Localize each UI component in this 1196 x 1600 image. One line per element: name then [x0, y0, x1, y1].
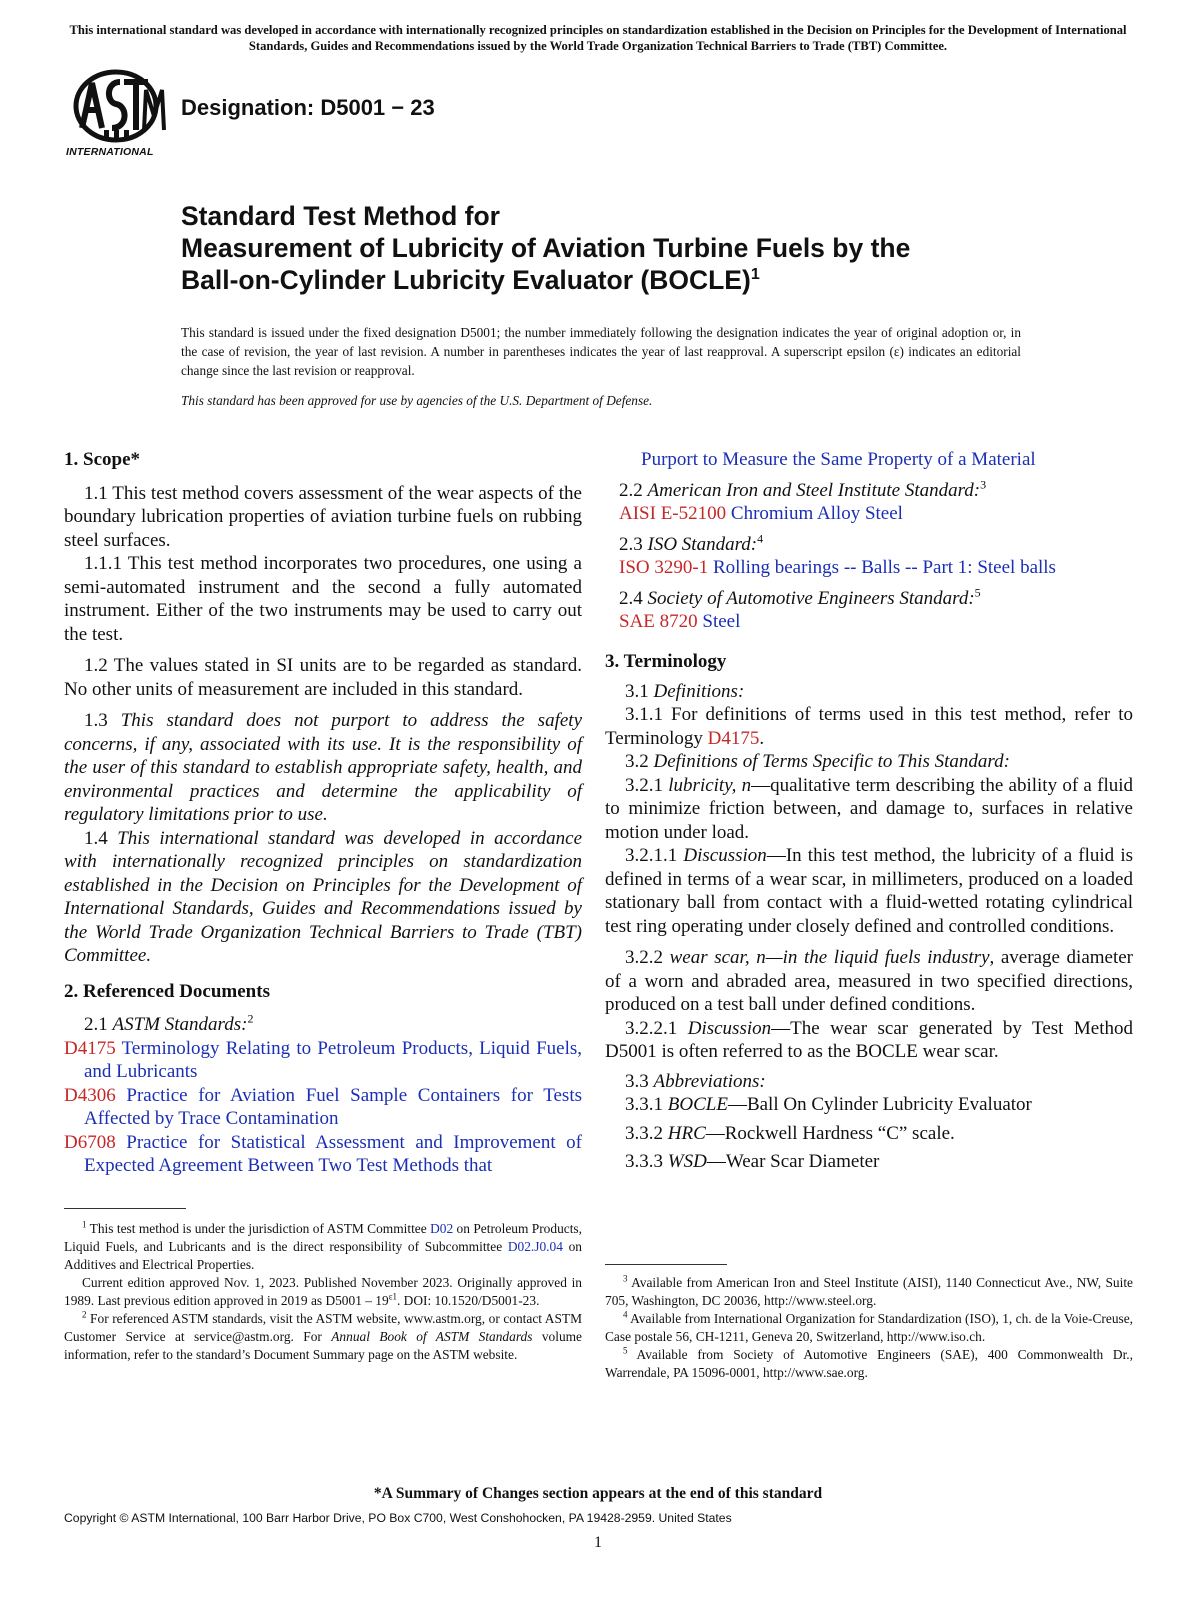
- document-title: [181, 200, 1081, 296]
- ref-item-d6708-continued[interactable]: Purport to Measure the Same Property of a Material: [641, 449, 1036, 470]
- para-3-2-1-1: [605, 844, 1133, 938]
- footnote-rule-left: [64, 1208, 186, 1209]
- edition-text: Current edition approved Nov. 1, 2023. Published November 2023. Originally approved in 1989. Last previous edition approved in 2019 as D5001 – 19: [64, 1275, 582, 1308]
- designation: Designation: D5001 − 23: [181, 95, 435, 120]
- footnote-mark-2: 2: [247, 1011, 254, 1026]
- ref-title-link[interactable]: Practice for Aviation Fuel Sample Containers for Tests Affected by Trace Contamination: [84, 1084, 582, 1129]
- ref-title-link[interactable]: Steel: [697, 611, 741, 632]
- ref-code-link[interactable]: D4306: [64, 1084, 116, 1106]
- iso-standard-label: ISO Standard:: [647, 533, 758, 555]
- para-3-1: [605, 680, 1133, 704]
- para-2-3: [619, 533, 1133, 557]
- footnote-3-text: Available from American Iron and Steel Institute (AISI), 1140 Connecticut Ave., NW, Suite 705, Washington, DC 20036, http://www.steel.org.: [605, 1275, 1133, 1308]
- para-2-4-number: 2.4: [619, 587, 648, 609]
- abbr-bocle-text: —Ball On Cylinder Lubricity Evaluator: [727, 1094, 1032, 1115]
- para-3-1-number: 3.1: [625, 680, 654, 702]
- footnote-2-text: volume information, refer to the standard’s Document Summary page on the ASTM website.: [64, 1329, 583, 1362]
- para-3-2-1-number: 3.2.1: [625, 774, 669, 796]
- definitions-label: Definitions:: [653, 680, 745, 702]
- discussion-text: —The wear scar generated by Test Method D5001 is often referred to as the BOCLE wear scar.: [605, 1017, 1134, 1062]
- footnote-1-edition: [64, 1274, 582, 1310]
- para-1-4-text: This international standard was developed in accordance with internationally recognized principles on standardization established in the Decision on Principles for the Development of International Standards, Guides and Recommendations issued by the World Trade Organization Technical Barriers to Trade (TBT) Committee.: [64, 827, 582, 966]
- para-3-1-1: [605, 703, 1133, 750]
- ref-code-link[interactable]: ISO 3290-1: [619, 557, 709, 578]
- para-3-3-3-number: 3.3.3: [625, 1151, 668, 1172]
- discussion-label: Discussion: [683, 845, 767, 866]
- epsilon-mark: ε1: [388, 1291, 397, 1302]
- para-3-2: [605, 750, 1133, 774]
- abbr-hrc: HRC: [667, 1122, 706, 1144]
- footnotes-left: [64, 1220, 582, 1364]
- footnote-4: [605, 1310, 1133, 1346]
- title-footnote-mark: 1: [750, 266, 760, 284]
- footnote-5-text: Available from Society of Automotive Engineers (SAE), 400 Commonwealth Dr., Warrendale, PA 15096-0001, http://www.sae.org.: [605, 1347, 1134, 1380]
- para-1-3: [64, 709, 582, 827]
- title-line-3: Ball-on-Cylinder Lubricity Evaluator (BOCLE): [181, 265, 751, 295]
- ref-code-link[interactable]: AISI E-52100: [619, 503, 727, 524]
- footnote-4-text: Available from International Organization for Standardization (ISO), 1, ch. de la Voie-Creuse, Case postale 56, CH-1211, Geneva 20, Switzerland, http://www.iso.ch.: [605, 1311, 1134, 1344]
- para-2-1-number: 2.1: [84, 1014, 113, 1035]
- ref-code-link[interactable]: SAE 8720: [619, 611, 698, 632]
- para-3-2-2: [605, 946, 1133, 1017]
- ref-item-d4306[interactable]: [64, 1084, 582, 1131]
- para-2-3-number: 2.3: [619, 533, 648, 555]
- para-3-3-2-number: 3.3.2: [625, 1122, 668, 1144]
- logo-label: INTERNATIONAL: [66, 146, 154, 158]
- ref-item-iso[interactable]: [619, 556, 1133, 580]
- summary-of-changes-note: *A Summary of Changes section appears at the end of this standard: [373, 1485, 823, 1502]
- para-3-2-2-1-number: 3.2.2.1: [625, 1017, 688, 1039]
- aisi-standard-label: American Iron and Steel Institute Standard:: [647, 479, 981, 501]
- terminology-section: [605, 650, 1133, 1174]
- dod-approval-note: This standard has been approved for use by agencies of the U.S. Department of Defense.: [181, 393, 653, 408]
- abbr-wsd-text: —Wear Scar Diameter: [706, 1151, 880, 1172]
- annual-book-title: Annual Book of ASTM Standards: [331, 1329, 533, 1344]
- para-3-2-1-1-number: 3.2.1.1: [625, 845, 684, 866]
- abbr-wsd: WSD: [667, 1151, 707, 1172]
- para-3-3-number: 3.3: [625, 1070, 654, 1092]
- footnote-2-text: For referenced ASTM standards, visit the ASTM website, www.astm.org, or contact ASTM Customer Service at service@astm.org. For: [64, 1311, 582, 1344]
- para-3-2-2-1: [605, 1017, 1133, 1064]
- para-1-3-number: 1.3: [84, 710, 121, 731]
- section-heading-scope: 1. Scope*: [64, 449, 140, 470]
- footnotes-right: [605, 1274, 1133, 1382]
- committee-d02-link[interactable]: D02: [430, 1221, 454, 1236]
- para-2-2: [619, 479, 1133, 503]
- definition-wear-scar: , average diameter of a worn and abraded area, measured in two specified directions, produced on a test ball under defined conditions.: [605, 947, 1134, 1015]
- ref-code-link[interactable]: D4175: [64, 1037, 116, 1059]
- ref-title-link[interactable]: Practice for Statistical Assessment and Improvement of Expected Agreement Between Two Test Methods that: [84, 1131, 582, 1176]
- footnote-1: [64, 1220, 582, 1274]
- footnote-3: [605, 1274, 1133, 1310]
- astm-logo: [62, 68, 170, 168]
- footnote-mark-4: 4: [757, 531, 764, 546]
- footnote-mark-3: 3: [980, 477, 987, 492]
- footnote-1-text: This test method is under the jurisdiction of ASTM Committee: [89, 1221, 431, 1236]
- para-1-4: [64, 827, 582, 968]
- abbr-hrc-text: —Rockwell Hardness “C” scale.: [705, 1122, 955, 1144]
- para-3-3-2: [605, 1122, 1133, 1146]
- issuance-note: This standard is issued under the fixed designation D5001; the number immediately following the designation indicates the year of original adoption or, in the case of revision, the year of last revision. A number in parentheses indicates the year of last reapproval. A superscript epsilon (ε) indicates an editorial change since the last revision or reapproval.: [181, 325, 1021, 378]
- ref-item-d4175[interactable]: [64, 1037, 582, 1084]
- para-3-2-2-number: 3.2.2: [625, 947, 670, 968]
- footnote-5: [605, 1346, 1133, 1382]
- discussion-label: Discussion: [687, 1017, 772, 1039]
- specific-definitions-label: Definitions of Terms Specific to This Standard:: [653, 751, 1010, 772]
- section-heading-referenced-documents: 2. Referenced Documents: [64, 980, 270, 1002]
- ref-title-link[interactable]: Rolling bearings -- Balls -- Part 1: Steel balls: [708, 557, 1056, 578]
- para-1-3-text: This standard does not purport to address the safety concerns, if any, associated with its use. It is the responsibility of the user of this standard to establish appropriate safety, health, and environmental practices and determine the applicability of regulatory limitations prior to use.: [64, 710, 583, 825]
- footnote-4-mark: 4: [623, 1309, 628, 1320]
- para-1-1: 1.1 This test method covers assessment of the wear aspects of the boundary lubrication properties of aviation turbine fuels on rubbing steel surfaces.: [64, 482, 582, 551]
- ref-item-aisi[interactable]: [619, 502, 1133, 526]
- footnote-mark-5: 5: [974, 585, 981, 600]
- title-line-2: Measurement of Lubricity of Aviation Turbine Fuels by the: [181, 233, 911, 263]
- footnote-2-mark: 2: [82, 1309, 87, 1320]
- abbreviations-label: Abbreviations:: [653, 1070, 766, 1092]
- footnote-rule-right: [605, 1264, 727, 1265]
- para-2-4: [619, 587, 1133, 611]
- term-lubricity: lubricity, n: [668, 774, 752, 796]
- footnote-3-mark: 3: [623, 1273, 628, 1284]
- para-3-3-3: [605, 1150, 1133, 1174]
- para-3-1-1-text: 3.1.1 For definitions of terms used in this test method, refer to Terminology: [605, 704, 1133, 749]
- title-line-1: Standard Test Method for: [181, 201, 500, 231]
- copyright-line: Copyright © ASTM International, 100 Barr Harbor Drive, PO Box C700, West Conshohocken, PA 19428-2959. United States: [64, 1511, 732, 1525]
- footnote-1-mark: 1: [82, 1219, 87, 1230]
- sae-standard-label: Society of Automotive Engineers Standard:: [647, 587, 975, 609]
- doi-text: . DOI: 10.1520/D5001-23.: [396, 1293, 540, 1308]
- ref-item-d6708[interactable]: [64, 1131, 582, 1178]
- para-1-2: 1.2 The values stated in SI units are to be regarded as standard. No other units of measurement are included in this standard.: [64, 655, 582, 700]
- right-column: [619, 448, 1133, 634]
- d4175-link[interactable]: D4175: [707, 727, 760, 749]
- para-3-2-1: [605, 774, 1133, 845]
- para-2-1: [84, 1013, 582, 1037]
- para-3-3-1: [605, 1093, 1133, 1117]
- footnote-1-text: on Petroleum Products, Liquid Fuels, and Lubricants and is the direct responsibility of Subcommittee: [64, 1221, 582, 1254]
- para-1-4-number: 1.4: [84, 827, 118, 849]
- term-wear-scar: wear scar, n—in the liquid fuels industry: [669, 947, 990, 968]
- ref-title-link[interactable]: Terminology Relating to Petroleum Products, Liquid Fuels, and Lubricants: [84, 1037, 582, 1082]
- para-3-3-1-number: 3.3.1: [625, 1094, 668, 1115]
- footnote-1-text: on Additives and Electrical Properties.: [64, 1239, 582, 1272]
- footnote-2: [64, 1310, 582, 1364]
- discussion-text: —In this test method, the lubricity of a fluid is defined in terms of a wear scar, in millimeters, produced on a loaded stationary ball from contact with a fluid-wetted rotating cylindrical test ring operating under closely defined and controlled conditions.: [605, 845, 1134, 937]
- tbt-notice: This international standard was developed in accordance with internationally recognized principles on standardization established in the Decision on Principles for the Development of International Standards, Guides and Recommendations issued by the World Trade Organization Technical Barriers to Trade (TBT) Committee.: [69, 23, 1127, 53]
- ref-title-link[interactable]: Chromium Alloy Steel: [726, 503, 903, 524]
- abbr-bocle: BOCLE: [667, 1094, 728, 1115]
- para-3-3: [605, 1070, 1133, 1094]
- ref-code-link[interactable]: D6708: [64, 1131, 116, 1153]
- definition-lubricity: —qualitative term describing the ability of a fluid to minimize friction between, and damage to, surfaces in relative motion under load.: [605, 774, 1134, 843]
- footnote-5-mark: 5: [623, 1345, 628, 1356]
- page-number: 1: [594, 1534, 602, 1551]
- ref-item-sae[interactable]: [619, 610, 1133, 634]
- subcommittee-link[interactable]: D02.J0.04: [507, 1239, 563, 1254]
- left-column: [64, 448, 582, 1178]
- astm-standards-label: ASTM Standards:: [112, 1014, 248, 1035]
- para-1-1-1: 1.1.1 This test method incorporates two procedures, one using a semi-automated instrument and the second a fully automated instrument. Either of the two instruments may be used to carry out the test.: [64, 553, 582, 645]
- para-2-2-number: 2.2: [619, 479, 648, 501]
- para-3-2-number: 3.2: [625, 751, 654, 772]
- para-3-1-1-end: .: [759, 727, 765, 749]
- section-heading-terminology: 3. Terminology: [605, 651, 727, 672]
